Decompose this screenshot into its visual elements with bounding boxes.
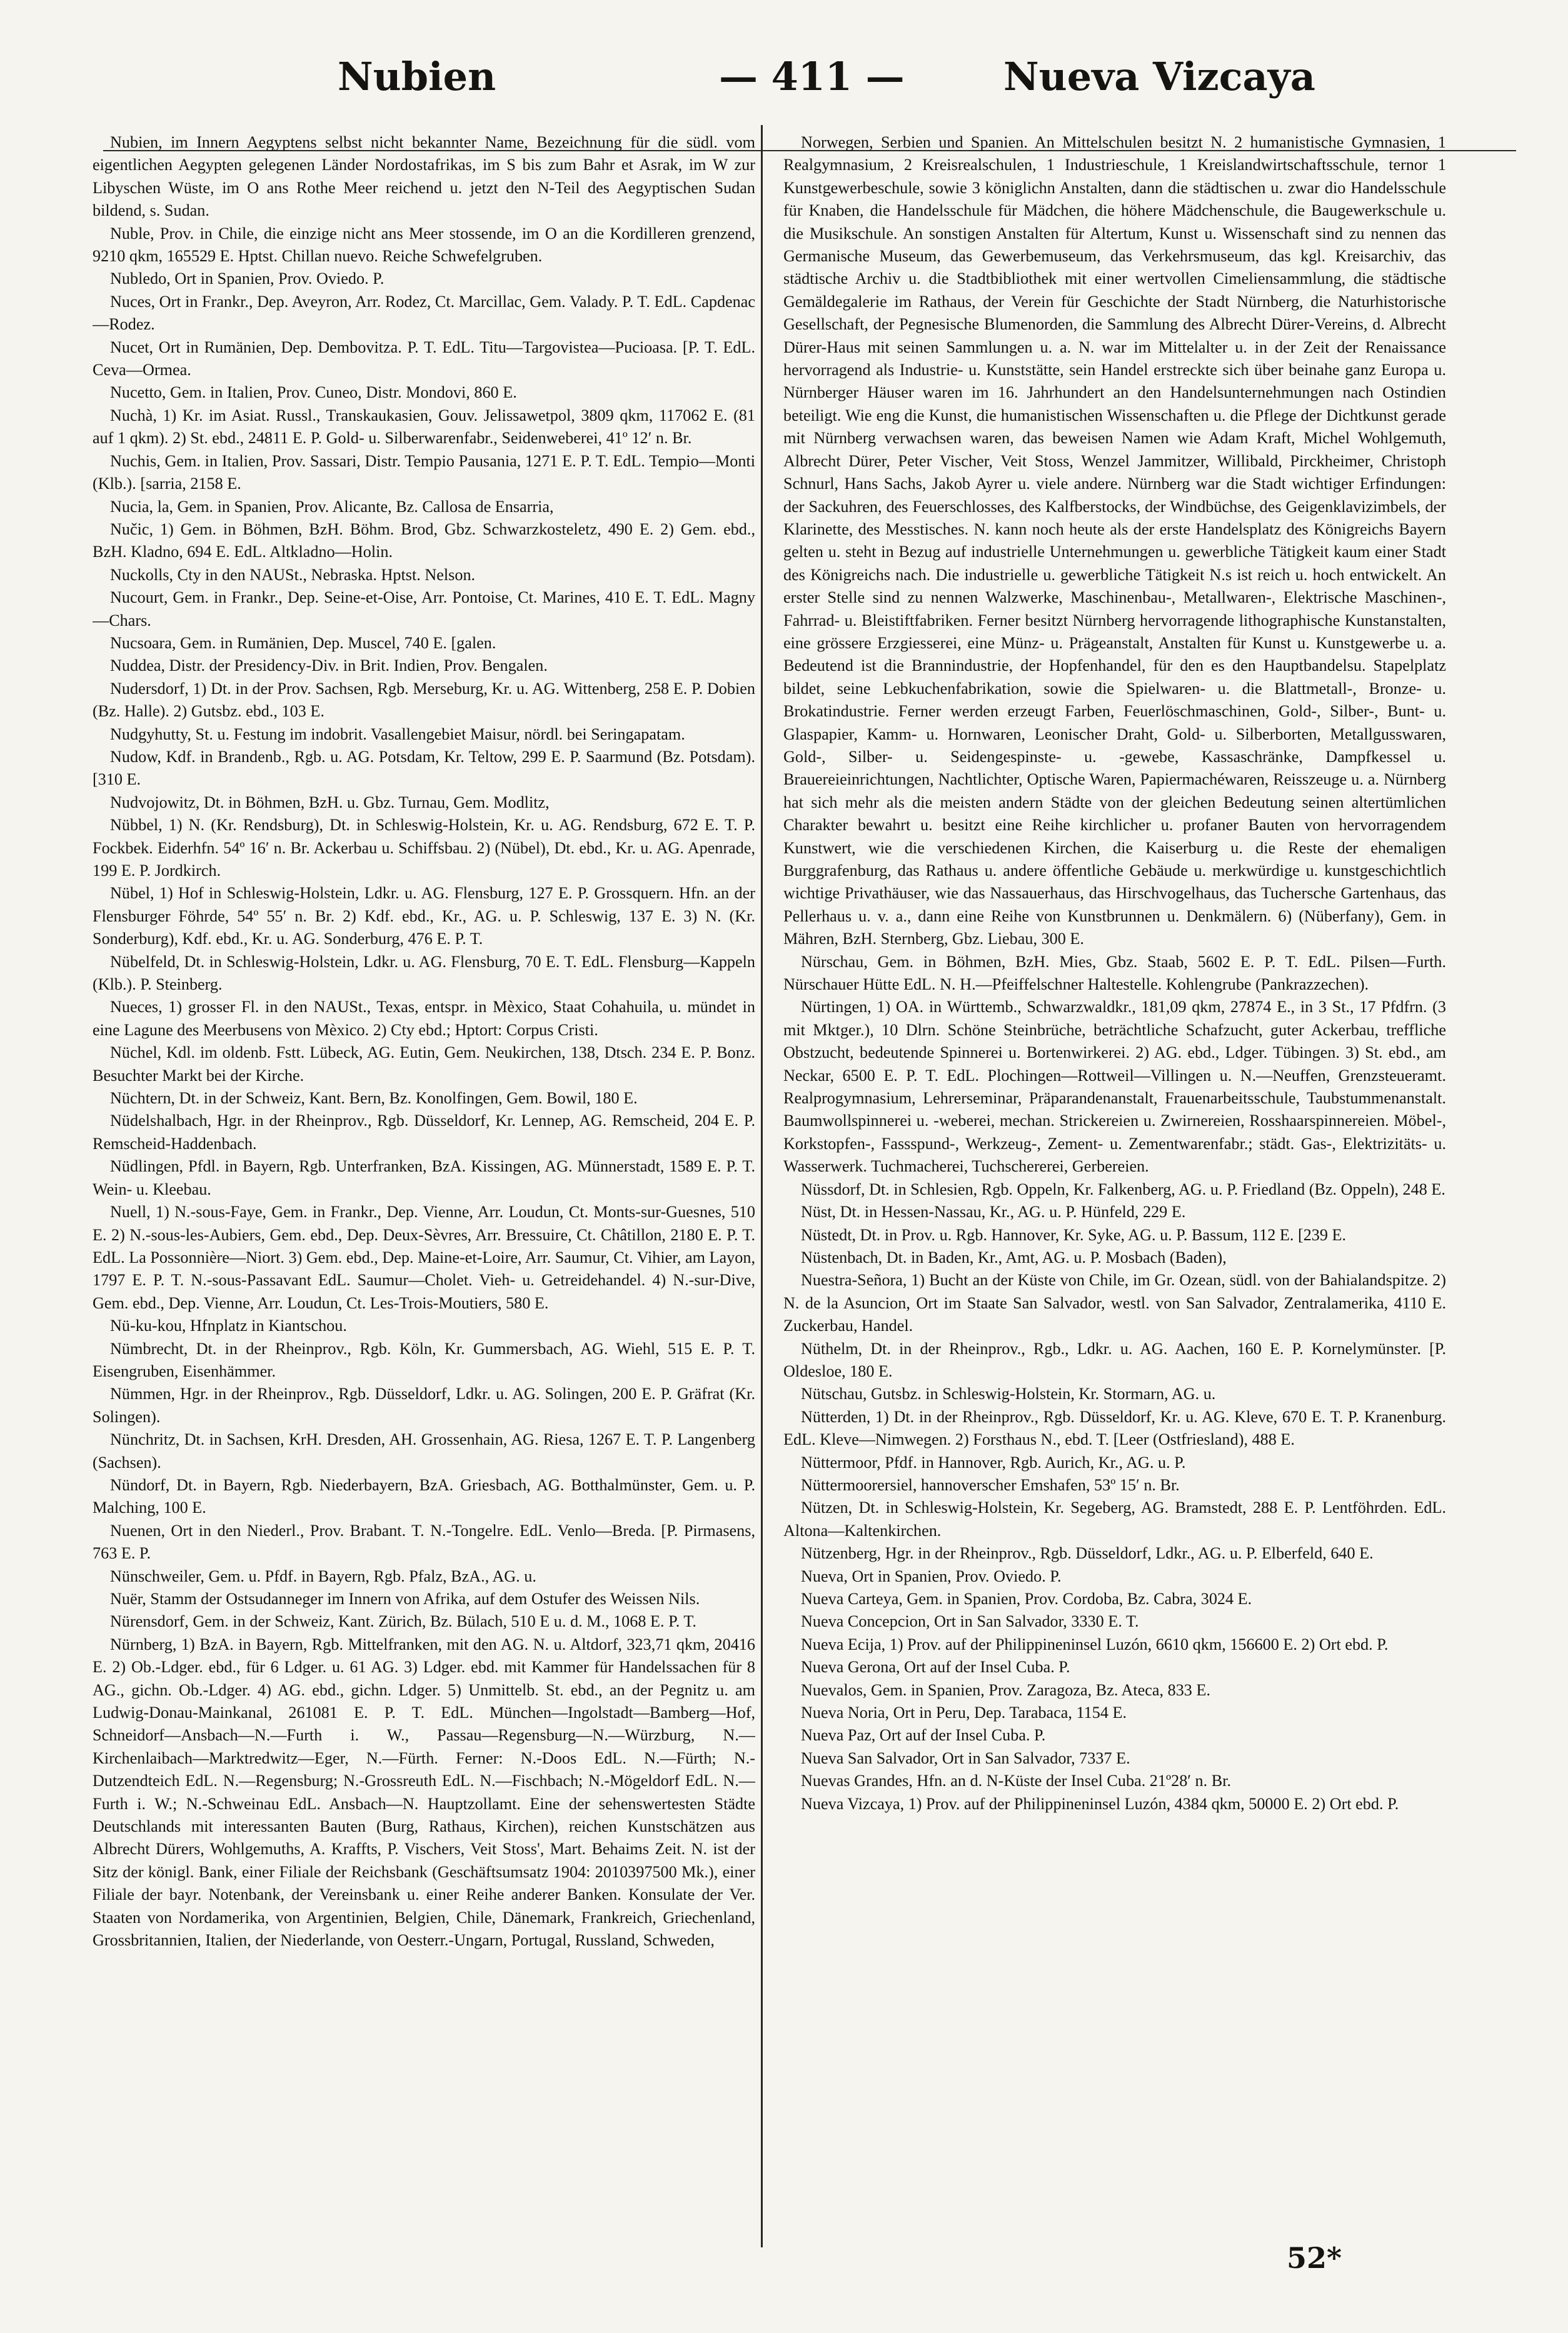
dictionary-entry: Nueva Paz, Ort auf der Insel Cuba. P.	[801, 1726, 1046, 1745]
dictionary-entry: Nütterden, 1) Dt. in der Rheinprov., Rgb. Düsseldorf, Kr. u. AG. Kleve, 670 E. T. P. Kranenburg. EdL. Kleve—Nimwegen. 2) Forsthaus N., ebd. T. [Leer (Ostfriesland), 488 E.	[783, 1407, 1446, 1449]
right-column	[783, 131, 1446, 2257]
dictionary-entry: Nuevas Grandes, Hfn. an d. N-Küste der Insel Cuba. 21º28′ n. Br.	[801, 1772, 1232, 1790]
dictionary-entry: Norwegen, Serbien und Spanien. An Mittelschulen besitzt N. 2 humanistische Gymnasien, 1 Realgymnasium, 2 Kreisrealschulen, 1 Industrieschule, 1 Kreislandwirtschaftsschule, ternor 1 Kunstgewerbeschule, sowie 3 königlichn Anstalten, dann die städtischen u. zwar dio Handelsschule für Knaben, die Handelsschule für Mädchen, die höhere Mädchenschule, die Baugewerkschule u. die Musikschule. An sonstigen Anstalten für Altertum, Kunst u. Wissenschaft sind zu nennen das Germanische Museum, das Gewerbemuseum, das Verkehrsmuseum, das kgl. Kreisarchiv, das städtische Archiv u. die Stadtbibliothek mit einer wertvollen Cimeliensammlung, die städtische Gemäldegalerie im Rathaus, der Verein für Geschichte der Stadt Nürnberg, die Naturhistorische Gesellschaft, der Pegnesische Blumenorden, die Sammlung des Albrecht Dürer-Vereins, d. Albrecht Dürer-Haus mit seinen Sammlungen u. a. N. war im Mittelalter u. in der Zeit der Renaissance hervorragend als Industrie- u. Kunststätte, sein Handel erstreckte sich über beinahe ganz Europa u. Nürnberger Häuser waren im 16. Jahrhundert an den Handelsunternehmungen nach Ostindien beteiligt. Wie eng die Kunst, die humanistischen Wissenschaften u. die Pflege der Dichtkunst gerade mit Nürnberg verwachsen waren, das beweisen Namen wie Adam Kraft, Michel Wohlgemuth, Albrecht Dürer, Peter Vischer, Veit Stoss, Wenzel Jammitzer, Willibald, Pirckheimer, Christoph Schnurl, Hans Sachs, Jakob Ayrer u. viele andere. Nürnberg war die Stadt wichtiger Erfindungen: der Sackuhren, des Feuerschlosses, des Kalfberstocks, der Windbüchse, des Geigenklavizimbels, der Klarinette, des Messtisches. N. kann noch heute als der erste Handelsplatz des Königreichs Bayern gelten u. steht in Bezug auf industrielle Unternehmungen u. gewerbliche Tätigkeit kaum einer Stadt des Königreichs nach. Die industrielle u. gewerbliche Tätigkeit N.s ist reich u. hoch entwickelt. An erster Stelle sind zu nennen Walzwerke, Maschinenbau-, Metallwaren-, Elektrische Maschinen-, Fahrrad- u. Bleistiftfabriken. Ferner besitzt Nürnberg hervorragende lithographische Kunstanstalten, eine grössere Erzgiesserei, eine Münz- u. Prägeanstalt, Anstalten für Kunst u. Kunstgewerbe u. a. Bedeutend ist die Brannindustrie, der Hopfenhandel, für den es den Hauptbandelsu. Stapelplatz bildet, seine Lebkuchenfabrikation, sowie die Spielwaren- u. die Blattmetall-, Bronze- u. Brokatindustrie. Ferner werden erzeugt Farben, Feuerlöschmaschinen, Gold-, Silber-, Bunt- u. Glaspapier, Kamm- u. Hornwaren, Leonischer Draht, Gold- u. Silberborten, Metallgusswaren, Gold-, Silber- u. Seidengespinste- u. -gewebe, Kassaschränke, Dampfkessel u. Brauereieinrichtungen, Nachtlichter, Optische Waren, Papiermachéwaren, Reisszeuge u. a. Nürnberg hat sich mehr als die meisten andern Städte von der gleichen Bedeutung seinen altertümlichen Charakter bewahrt u. besitzt eine Reihe kirchlicher u. profaner Bauten von hervorragendem Kunstwert, wie die verschiedenen Kirchen, die Kaiserburg u. die Reste der ehemaligen Burggrafenburg, das Rathaus u. andere öffentliche Gebäude u. merkwürdige u. kunstgeschichtlich wichtige Privathäuser, wie das Nassauerhaus, das Hirschvogelhaus, das Tuchersche Gartenhaus, das Pellerhaus u. v. a., dann eine Reihe von Kunstbrunnen u. Denkmälern. 6) (Nüberfany), Gem. in Mähren, BzH. Sternberg, Gbz. Liebau, 300 E.	[783, 133, 1446, 948]
dictionary-entry: Nüchel, Kdl. im oldenb. Fstt. Lübeck, AG. Eutin, Gem. Neukirchen, 138, Dtsch. 234 E. P. Bonz. Besuchter Markt bei der Kirche.	[93, 1043, 755, 1085]
dictionary-entry: Nueva Vizcaya, 1) Prov. auf der Philippineninsel Luzón, 4384 qkm, 50000 E. 2) Ort ebd. P.	[801, 1794, 1399, 1813]
dictionary-entry: Nuevalos, Gem. in Spanien, Prov. Zaragoza, Bz. Ateca, 833 E.	[801, 1680, 1210, 1699]
dictionary-entry: Nübbel, 1) N. (Kr. Rendsburg), Dt. in Schleswig-Holstein, Kr. u. AG. Rendsburg, 672 E. T. P. Fockbek. Eiderhfn. 54º 16′ n. Br. Ackerbau u. Schiffsbau. 2) (Nübel), Dt. ebd., Kr. u. AG. Apenrade, 199 E. P. Jordkirch.	[93, 816, 755, 880]
dictionary-entry: Nüstedt, Dt. in Prov. u. Rgb. Hannover, Kr. Syke, AG. u. P. Bassum, 112 E. [239 E.	[801, 1225, 1347, 1244]
dictionary-entry: Nüstenbach, Dt. in Baden, Kr., Amt, AG. u. P. Mosbach (Baden),	[801, 1248, 1227, 1267]
dictionary-entry: Nueva Noria, Ort in Peru, Dep. Tarabaca, 1154 E.	[801, 1703, 1127, 1722]
dictionary-entry: Nuenen, Ort in den Niederl., Prov. Brabant. T. N.-Tongelre. EdL. Venlo—Breda. [P. Pirmasens, 763 E. P.	[93, 1521, 755, 1563]
dictionary-entry: Nueva Gerona, Ort auf der Insel Cuba. P.	[801, 1658, 1070, 1677]
dictionary-entry: Nürschau, Gem. in Böhmen, BzH. Mies, Gbz. Staab, 5602 E. P. T. EdL. Pilsen—Furth. Nürschauer Hütte EdL. N. H.—Pfeiffelschner Haltestelle. Kohlengrube (Pankrazzechen).	[783, 952, 1446, 994]
dictionary-entry: Nudvojowitz, Dt. in Böhmen, BzH. u. Gbz. Turnau, Gem. Modlitz,	[110, 793, 550, 811]
dictionary-entry: Nütschau, Gutsbz. in Schleswig-Holstein, Kr. Stormarn, AG. u.	[801, 1385, 1216, 1403]
dictionary-entry: Nüdelshalbach, Hgr. in der Rheinprov., Rgb. Düsseldorf, Kr. Lennep, AG. Remscheid, 204 E. P. Remscheid-Haddenbach.	[93, 1111, 755, 1153]
dictionary-entry: Nüchtern, Dt. in der Schweiz, Kant. Bern, Bz. Konolfingen, Gem. Bowil, 180 E.	[110, 1089, 638, 1108]
dictionary-entry: Nünschweiler, Gem. u. Pfdf. in Bayern, Rgb. Pfalz, BzA., AG. u.	[110, 1567, 536, 1585]
dictionary-entry: Nüthelm, Dt. in der Rheinprov., Rgb., Ldkr. u. AG. Aachen, 160 E. P. Kornelymünster. [P. Oldesloe, 180 E.	[783, 1339, 1446, 1380]
dictionary-entry: Nüttermoor, Pfdf. in Hannover, Rgb. Aurich, Kr., AG. u. P.	[801, 1453, 1186, 1472]
dictionary-entry: Nubledo, Ort in Spanien, Prov. Oviedo. P.	[110, 269, 384, 288]
dictionary-entry: Nützenberg, Hgr. in der Rheinprov., Rgb. Düsseldorf, Ldkr., AG. u. P. Elberfeld, 640 E.	[801, 1544, 1374, 1563]
dictionary-entry: Nuble, Prov. in Chile, die einzige nicht ans Meer stossende, im O an die Kordilleren grenzend, 9210 qkm, 165529 E. Hptst. Chillan nuevo. Reiche Schwefelgruben.	[93, 224, 755, 266]
dictionary-entry: Nucet, Ort in Rumänien, Dep. Dembovitza. P. T. EdL. Titu—Targovistea—Pucioasa. [P. T. EdL. Ceva—Ormea.	[93, 338, 755, 379]
dictionary-entry: Nuckolls, Cty in den NAUSt., Nebraska. Hptst. Nelson.	[110, 565, 476, 584]
running-header	[338, 39, 1315, 120]
dictionary-entry: Nuces, Ort in Frankr., Dep. Aveyron, Arr. Rodez, Ct. Marcillac, Gem. Valady. P. T. EdL. Capdenac—Rodez.	[93, 292, 755, 334]
dictionary-entry: Nucourt, Gem. in Frankr., Dep. Seine-et-Oise, Arr. Pontoise, Ct. Marines, 410 E. T. EdL. Magny—Chars.	[93, 588, 755, 630]
dictionary-entry: Nündorf, Dt. in Bayern, Rgb. Niederbayern, BzA. Griesbach, AG. Botthalmünster, Gem. u. P. Malching, 100 E.	[93, 1475, 755, 1517]
dictionary-entry: Nuchà, 1) Kr. im Asiat. Russl., Transkaukasien, Gouv. Jelissawetpol, 3809 qkm, 117062 E. (81 auf 1 qkm). 2) St. ebd., 24811 E. P. Gold- u. Silberwarenfabr., Seidenweberei, 41º 12′ n. Br.	[93, 406, 755, 448]
dictionary-entry: Nuestra-Señora, 1) Bucht an der Küste von Chile, im Gr. Ozean, südl. von der Bahialandspitze. 2) N. de la Asuncion, Ort im Staate San Salvador, westl. von San Salvador, Zentralamerika, 4110 E. Zuckerbau, Handel.	[783, 1271, 1446, 1335]
dictionary-entry: Nuchis, Gem. in Italien, Prov. Sassari, Distr. Tempio Pausania, 1271 E. P. T. EdL. Tempio—Monti (Klb.). [sarria, 2158 E.	[93, 451, 755, 493]
dictionary-entry: Nuell, 1) N.-sous-Faye, Gem. in Frankr., Dep. Vienne, Arr. Loudun, Ct. Monts-sur-Guesnes, 510 E. 2) N.-sous-les-Aubiers, Gem. ebd., Dep. Deux-Sèvres, Arr. Bressuire, Ct. Châtillon, 2180 E. P. T. EdL. La Possonnière—Niort. 3) Gem. ebd., Dep. Maine-et-Loire, Arr. Saumur, Ct. Vihier, am Layon, 1797 E. P. T. N.-sous-Passavant EdL. Saumur—Cholet. Vieh- u. Getreidehandel. 4) N.-sur-Dive, Gem. ebd., Dep. Vienne, Arr. Loudun, Ct. Les-Trois-Moutiers, 580 E.	[93, 1203, 755, 1312]
dictionary-entry: Nučic, 1) Gem. in Böhmen, BzH. Böhm. Brod, Gbz. Schwarzkosteletz, 490 E. 2) Gem. ebd., BzH. Kladno, 694 E. EdL. Altkladno—Holin.	[93, 519, 755, 561]
page-number: — 411 —	[719, 54, 905, 99]
dictionary-entry: Nubien, im Innern Aegyptens selbst nicht bekannter Name, Bezeichnung für die südl. vom eigentlichen Aegypten gelegenen Länder Nordostafrikas, im S bis zum Bahr et Asrak, im W zur Libyschen Wüste, im O ans Rothe Meer reichend u. jetzt den N-Teil des Aegyptischen Sudan bildend, s. Sudan.	[93, 133, 755, 220]
dictionary-entry: Nueces, 1) grosser Fl. in den NAUSt., Texas, entspr. in Mèxico, Staat Cohahuila, u. mündet in eine Lagune des Meerbusens von Mèxico. 2) Cty ebd.; Hptort: Corpus Cristi.	[93, 998, 755, 1039]
dictionary-entry: Nucsoara, Gem. in Rumänien, Dep. Muscel, 740 E. [galen.	[110, 633, 496, 652]
dictionary-entry: Nueva San Salvador, Ort in San Salvador, 7337 E.	[801, 1748, 1130, 1767]
dictionary-entry: Nürtingen, 1) OA. in Württemb., Schwarzwaldkr., 181,09 qkm, 27874 E., in 3 St., 17 Pfdfrn. (3 mit Mktger.), 10 Dlrn. Schöne Steinbrüche, beträchtliche Schafzucht, guter Ackerbau, treffliche Obstzucht, bedeutende Spinnerei u. Bortenwirkerei. 2) AG. ebd., Ldger. Tübingen. 3) St. ebd., am Neckar, 6500 E. P. T. EdL. Plochingen—Rottweil—Villingen u. N.—Neuffen, Grenzsteueramt. Realprogymnasium, Lehrerseminar, Präparandenanstalt, Frauenarbeitsschule, Taubstummenanstalt. Baumwollspinnerei u. -weberei, mechan. Strickereien u. Zwirnereien, Rosshaarspinnereien. Möbel-, Korkstopfen-, Fassspund-, Werkzeug-, Zement- u. Zementwarenfabr.; städt. Gas-, Elektrizitäts- u. Wasserwerk. Tuchmacherei, Tuchschererei, Gerbereien.	[783, 998, 1446, 1176]
dictionary-entry: Nübel, 1) Hof in Schleswig-Holstein, Ldkr. u. AG. Flensburg, 127 E. P. Grossquern. Hfn. an der Flensburger Föhrde, 54º 55′ n. Br. 2) Kdf. ebd., Kr., AG. u. P. Schleswig, 137 E. 3) N. (Kr. Sonderburg), Kdf. ebd., Kr. u. AG. Sonderburg, 476 E. P. T.	[93, 884, 755, 948]
dictionary-entry: Nümmen, Hgr. in der Rheinprov., Rgb. Düsseldorf, Ldkr. u. AG. Solingen, 200 E. P. Gräfrat (Kr. Solingen).	[93, 1385, 755, 1426]
left-column	[93, 131, 755, 2257]
dictionary-entry: Nuër, Stamm der Ostsudanneger im Innern von Afrika, auf dem Ostufer des Weissen Nils.	[110, 1590, 700, 1608]
dictionary-entry: Nüst, Dt. in Hessen-Nassau, Kr., AG. u. P. Hünfeld, 229 E.	[801, 1203, 1186, 1222]
dictionary-entry: Nueva, Ort in Spanien, Prov. Oviedo. P.	[801, 1567, 1062, 1585]
dictionary-entry: Nürensdorf, Gem. in der Schweiz, Kant. Zürich, Bz. Bülach, 510 E u. d. M., 1068 E. P. T.	[110, 1612, 696, 1631]
dictionary-entry: Nucia, la, Gem. in Spanien, Prov. Alicante, Bz. Callosa de Ensarria,	[110, 497, 554, 516]
dictionary-entry: Nudgyhutty, St. u. Festung im indobrit. Vasallengebiet Maisur, nördl. bei Seringapatam.	[110, 725, 685, 743]
dictionary-entry: Nübelfeld, Dt. in Schleswig-Holstein, Ldkr. u. AG. Flensburg, 70 E. T. EdL. Flensburg—Kappeln (Klb.). P. Steinberg.	[93, 952, 755, 994]
dictionary-entry: Nudow, Kdf. in Brandenb., Rgb. u. AG. Potsdam, Kr. Teltow, 299 E. P. Saarmund (Bz. Potsdam). [310 E.	[93, 747, 755, 789]
dictionary-entry: Nünchritz, Dt. in Sachsen, KrH. Dresden, AH. Grossenhain, AG. Riesa, 1267 E. T. P. Langenberg (Sachsen).	[93, 1430, 755, 1472]
dictionary-entry: Nützen, Dt. in Schleswig-Holstein, Kr. Segeberg, AG. Bramstedt, 288 E. P. Lentföhrden. EdL. Altona—Kaltenkirchen.	[783, 1498, 1446, 1540]
column-divider	[761, 125, 763, 2247]
dictionary-entry: Nueva Carteya, Gem. in Spanien, Prov. Cordoba, Bz. Cabra, 3024 E.	[801, 1590, 1252, 1608]
header-left: Nubien	[338, 54, 496, 99]
dictionary-entry: Nueva Ecija, 1) Prov. auf der Philippineninsel Luzón, 6610 qkm, 156600 E. 2) Ort ebd. P.	[801, 1635, 1389, 1653]
dictionary-entry: Nürnberg, 1) BzA. in Bayern, Rgb. Mittelfranken, mit den AG. N. u. Altdorf, 323,71 qkm, 20416 E. 2) Ob.-Ldger. ebd., für 6 Ldger. u. 61 AG. 3) Ldger. ebd. mit Kammer für Handelssachen für 8 AG., gichn. Ob.-Ldger. 4) AG. ebd., gichn. Ldger. 5) Unmittelb. St. ebd., an der Pegnitz u. am Ludwig-Donau-Mainkanal, 261081 E. P. T. EdL. München—Ingolstadt—Bamberg—Hof, Schneidorf—Ansbach—N.—Furth i. W., Passau—Regensburg—N.—Würzburg, N.—Kirchenlaibach—Marktredwitz—Eger, N.—Fürth. Ferner: N.-Doos EdL. N.—Fürth; N.-Dutzendteich EdL. N.—Regensburg; N.-Grossreuth EdL. N.—Fischbach; N.-Mögeldorf EdL. N.—Furth i. W.; N.-Schweinau EdL. Ansbach—N. Hauptzollamt. Eine der sehenswertesten Städte Deutschlands mit interessanten Bauten (Burg, Rathaus, Kirchen), reichen Kunstschätzen aus Albrecht Dürers, Wohlgemuths, A. Kraffts, P. Vischers, Veit Stoss', Mart. Behaims Zeit. N. ist der Sitz der königl. Bank, einer Filiale der Reichsbank (Geschäftsumsatz 1904: 2010397500 Mk.), einer Filiale der bayr. Notenbank, der Vereinsbank u. einer Reihe anderer Banken. Konsulate der Ver. Staaten von Nordamerika, von Argentinien, Belgien, Chile, Dänemark, Frankreich, Griechenland, Grossbritannien, Italien, der Niederlande, von Oesterr.-Ungarn, Portugal, Russland, Schweden,	[93, 1635, 755, 1950]
dictionary-entry: Nucetto, Gem. in Italien, Prov. Cuneo, Distr. Mondovi, 860 E.	[110, 383, 517, 402]
dictionary-entry: Nuddea, Distr. der Presidency-Div. in Brit. Indien, Prov. Bengalen.	[110, 656, 548, 675]
dictionary-entry: Nueva Concepcion, Ort in San Salvador, 3330 E. T.	[801, 1612, 1139, 1631]
dictionary-entry: Nüttermoorersiel, hannoverscher Emshafen, 53º 15′ n. Br.	[801, 1475, 1180, 1494]
signature-mark: 52*	[1287, 2241, 1342, 2275]
header-right: Nueva Vizcaya	[1003, 54, 1315, 99]
dictionary-entry: Nümbrecht, Dt. in der Rheinprov., Rgb. Köln, Kr. Gummersbach, AG. Wiehl, 515 E. P. T. Eisengruben, Eisenhämmer.	[93, 1339, 755, 1380]
dictionary-entry: Nü-ku-kou, Hfnplatz in Kiantschou.	[110, 1317, 347, 1335]
dictionary-entry: Nüdlingen, Pfdl. in Bayern, Rgb. Unterfranken, BzA. Kissingen, AG. Münnerstadt, 1589 E. P. T. Wein- u. Kleebau.	[93, 1157, 755, 1198]
dictionary-entry: Nüssdorf, Dt. in Schlesien, Rgb. Oppeln, Kr. Falkenberg, AG. u. P. Friedland (Bz. Oppeln), 248 E.	[801, 1180, 1445, 1198]
dictionary-entry: Nudersdorf, 1) Dt. in der Prov. Sachsen, Rgb. Merseburg, Kr. u. AG. Wittenberg, 258 E. P. Dobien (Bz. Halle). 2) Gutsbz. ebd., 103 E.	[93, 679, 755, 721]
